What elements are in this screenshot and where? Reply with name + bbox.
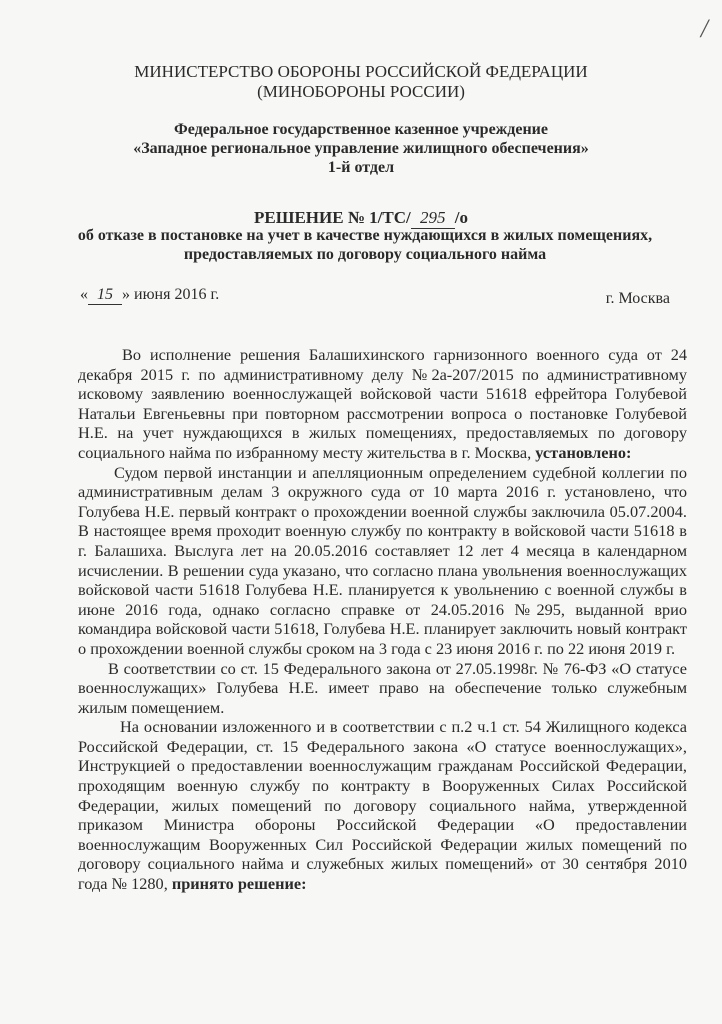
- decision-title-suffix: /о: [454, 208, 468, 227]
- paragraph-4-emphasis: принято решение:: [167, 874, 307, 894]
- date-close-quote: »: [122, 286, 130, 303]
- paragraph-3: [78, 659, 687, 718]
- department-name: 1-й отдел: [327, 159, 395, 176]
- date-month-year: июня 2016 г.: [134, 286, 220, 303]
- decision-date: [80, 286, 219, 305]
- ministry-header: [0, 62, 722, 102]
- institution-name: «Западное региональное управление жилищного обеспечения»: [133, 140, 589, 157]
- decision-subtitle-line2: предоставляемых по договору социального найма: [183, 246, 547, 263]
- corner-handwritten-mark: /: [700, 14, 708, 43]
- paragraph-2-text: Судом первой инстанции и апелляционным определением судебной коллегии по административным делам 3 окружного суда от 10 марта 2016 г. установлено, что Голубева Н.Е. первый контракт о прохождении военной службы заключила 05.07.2004. В настоящее время проходит военную службу по контракту в войсковой части 51618 в г. Балашиха. Выслуга лет на 20.05.2016 составляет 12 лет 4 месяца в календарном исчислении. В решении суда указано, что согласно плана увольнения военнослужащих войсковой части 51618 Голубева Н.Е. планируется к увольнению с военной службы в июне 2016 года, однако согласно справке от 24.05.2016 №295, выданной врио командира войсковой части 51618, Голубева Н.Е. планирует заключить новый контракт о прохождении военной службы сроком на 3 года с 23 июня 2016 г. по 22 июня 2019 г.: [78, 462, 687, 658]
- paragraph-1-emphasis: установлено:: [531, 442, 632, 462]
- date-open-quote: «: [80, 286, 88, 303]
- document-body: [78, 345, 687, 894]
- paragraph-1: [78, 345, 687, 463]
- paragraph-3-text: В соответствии со ст. 15 Федерального закона от 27.05.1998г. № 76-ФЗ «О статусе военнослужащих» Голубева Н.Е. имеет право на обеспечение только служебным жилым помещением.: [78, 658, 687, 717]
- decision-number: 295: [411, 208, 455, 229]
- institution-type: Федеральное государственное казенное учреждение: [173, 121, 548, 138]
- paragraph-4: [78, 717, 687, 893]
- paragraph-4-text: На основании изложенного и в соответствии с п.2 ч.1 ст. 54 Жилищного кодекса Российской Федерации, ст. 15 Федерального закона «О статусе военнослужащих», Инструкцией о предоставлении военнослужащим гражданам Российской Федерации, проходящим военную службу по контракту в Вооруженных Силах Российской Федерации, жилых помещений по договору социального найма, утвержденной приказом Министра обороны Российской Федерации «О предоставлении военнослужащим Вооруженных Сил Российской Федерации жилых помещений по договору социального найма и служебных жилых помещений» от 30 сентября 2010 года № 1280,: [78, 717, 687, 894]
- ministry-name: МИНИСТЕРСТВО ОБОРОНЫ РОССИЙСКОЙ ФЕДЕРАЦИИ: [134, 62, 588, 81]
- ministry-abbreviation: (МИНОБОРОНЫ РОССИИ): [257, 82, 465, 101]
- decision-subtitle: [20, 226, 710, 264]
- date-day: 15: [88, 286, 122, 305]
- paragraph-2: [78, 463, 687, 659]
- decision-title-prefix: РЕШЕНИЕ № 1/ТС/: [254, 208, 411, 227]
- institution-header: [0, 120, 722, 177]
- paragraph-1-text: Во исполнение решения Балашихинского гарнизонного военного суда от 24 декабря 2015 г. по административному делу №2а-207/2015 по административному исковому заявлению военнослужащей войсковой части 51618 ефрейтора Голубевой Натальи Евгеньевны при повторном рассмотрении вопроса о постановке Голубевой Н.Е. на учет нуждающихся в жилых помещениях, предоставляемых по договору социального найма по избранному месту жительства в г. Москва,: [78, 345, 687, 462]
- decision-city: г. Москва: [605, 290, 670, 307]
- decision-subtitle-line1: об отказе в постановке на учет в качестве нуждающихся в жилых помещениях,: [77, 227, 653, 244]
